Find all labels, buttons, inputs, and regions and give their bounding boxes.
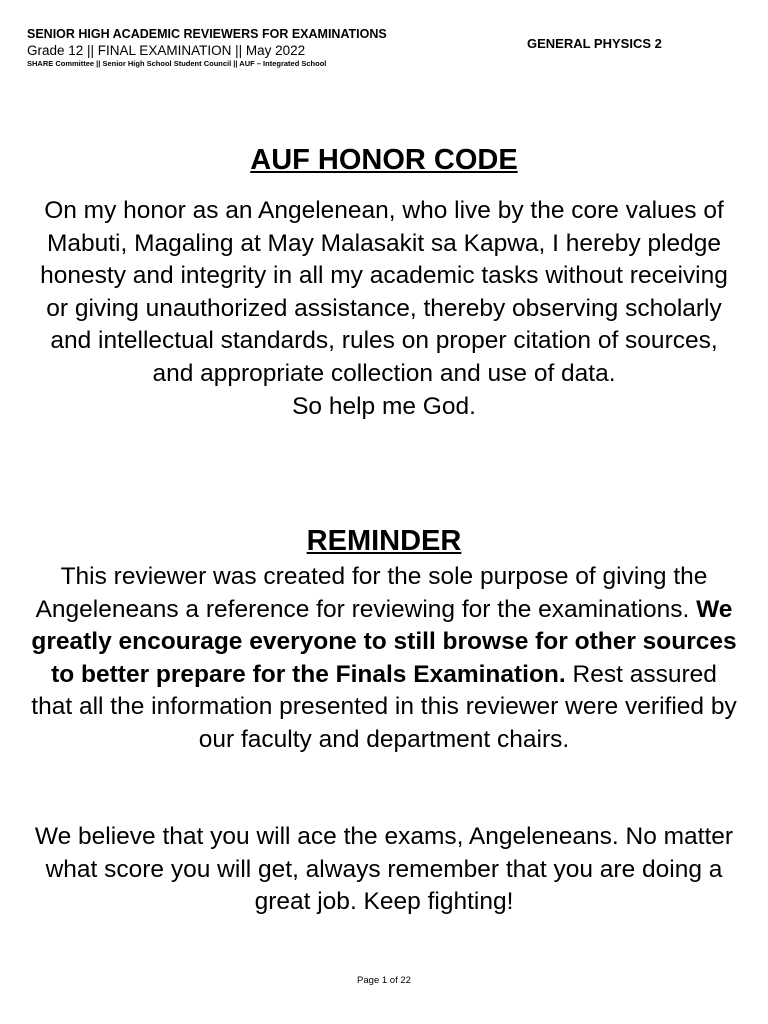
closing-section [30,821,738,919]
org-title: SENIOR HIGH ACADEMIC REVIEWERS FOR EXAMINATIONS [27,27,387,41]
honor-code-pledge: On my honor as an Angelenean, who live by the core values of Mabuti, Magaling at May Malasakit sa Kapwa, I hereby pledge honesty and integrity in all my academic tasks without receiving or giving unauthorized assistance, thereby observing scholarly and intellectual standards, rules on proper citation of sources, and appropriate collection and use of data. [40,197,728,387]
honor-code-section [30,143,738,423]
reminder-text-part2: Rest assured that all the information presented in this reviewer were verified by our faculty and department chairs. [31,660,737,753]
honor-code-closing: So help me God. [292,392,476,420]
committee-line: SHARE Committee || Senior High School Student Council || AUF – Integrated School [27,59,327,68]
reminder-text-bold: We greatly encourage everyone to still browse for other sources to better prepare for the Finals Examination. [31,595,737,688]
page-number: Page 1 of 22 [357,975,411,986]
honor-code-text [30,195,738,423]
subject-label: GENERAL PHYSICS 2 [527,36,662,51]
honor-code-title: AUF HONOR CODE [250,144,518,176]
reminder-text-part1: This reviewer was created for the sole purpose of giving the Angeleneans a reference for reviewing for the examinations. [35,563,708,623]
document-header [27,27,457,69]
reminder-section [30,524,738,757]
reminder-title: REMINDER [306,525,462,557]
closing-text: We believe that you will ace the exams, Angeleneans. No matter what score you will get, always remember that you are doing a great job. Keep fighting! [34,823,734,916]
exam-line: Grade 12 || FINAL EXAMINATION || May 2022 [27,43,306,58]
reminder-text [30,561,738,757]
